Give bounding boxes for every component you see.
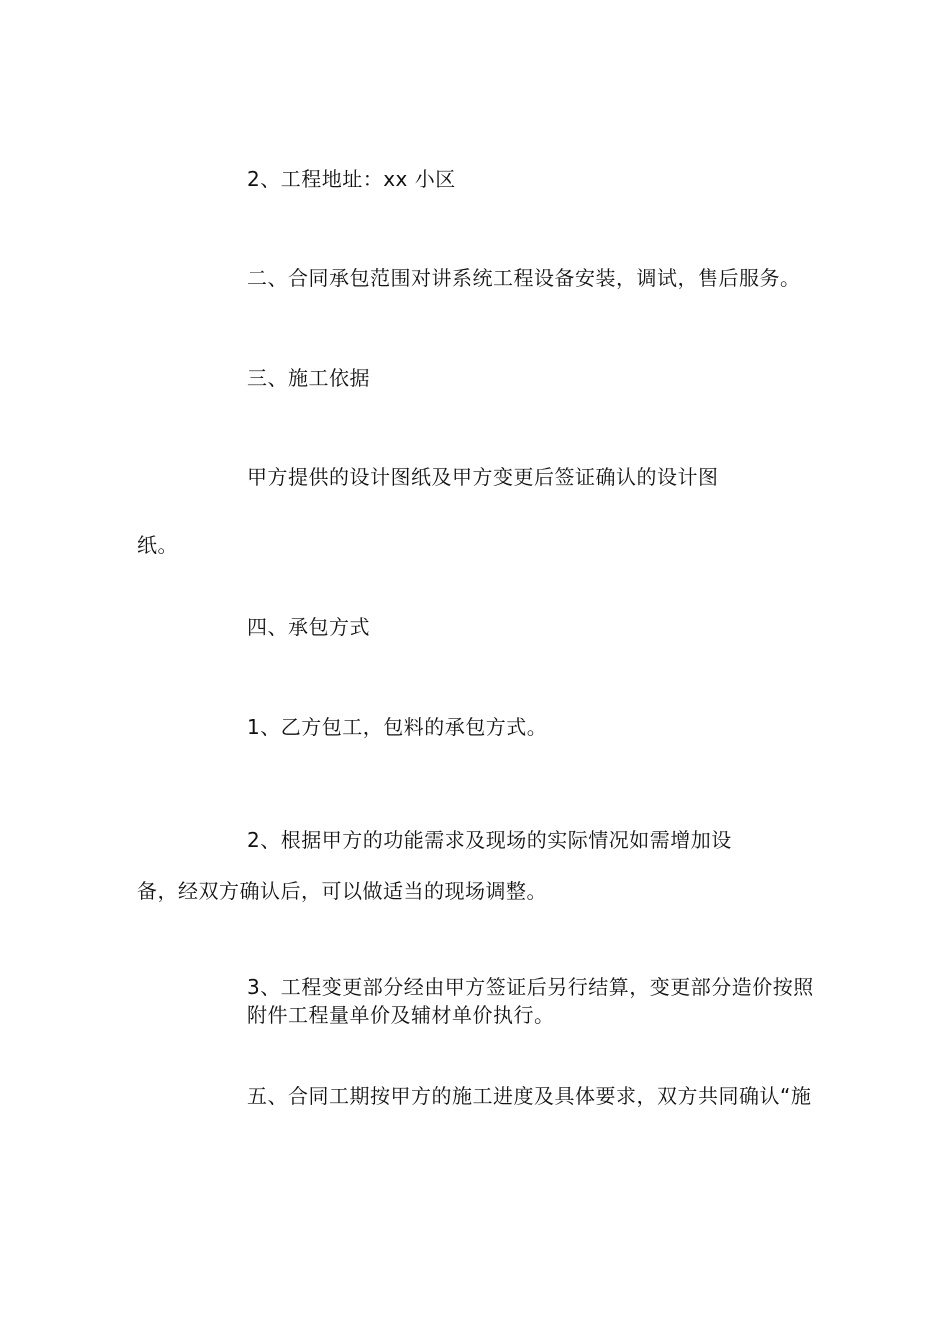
- text-line-method-1: 1、乙方包工，包料的承包方式。: [247, 715, 548, 739]
- text-line-contract-period: 五、合同工期按甲方的施工进度及具体要求，双方共同确认“施: [247, 1084, 812, 1108]
- text-line-project-address: 2、工程地址：xx 小区: [247, 167, 456, 191]
- text-line-heading-contracting-method: 四、承包方式: [247, 615, 370, 639]
- text-line-method-2: 2、根据甲方的功能需求及现场的实际情况如需增加设: [247, 828, 732, 852]
- text-line-method-3: 3、工程变更部分经由甲方签证后另行结算，变更部分造价按照: [247, 975, 814, 999]
- text-line-method-3-cont: 附件工程量单价及辅材单价执行。: [247, 1003, 555, 1027]
- text-line-design-drawings: 甲方提供的设计图纸及甲方变更后签证确认的设计图: [247, 465, 719, 489]
- text-line-heading-construction-basis: 三、施工依据: [247, 366, 370, 390]
- text-line-method-2-cont: 备，经双方确认后，可以做适当的现场调整。: [137, 879, 547, 903]
- text-line-contract-scope: 二、合同承包范围对讲系统工程设备安装，调试，售后服务。: [247, 266, 801, 290]
- text-line-design-drawings-cont: 纸。: [137, 533, 178, 557]
